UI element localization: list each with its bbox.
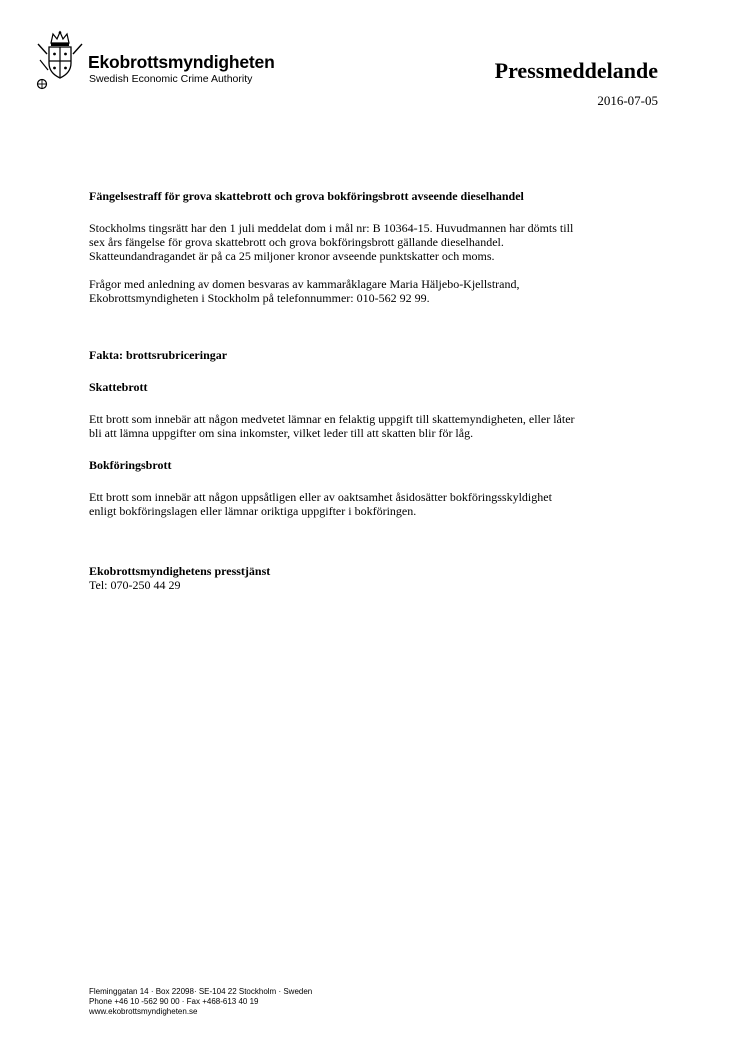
paragraph-2-line: Frågor med anledning av domen besvaras av kammaråklagare Maria Häljebo-Kjellstrand, <box>89 277 520 291</box>
paragraph-2-line: Ekobrottsmyndigheten i Stockholm på telefonnummer: 010-562 92 99. <box>89 291 430 305</box>
press-office-title: Ekobrottsmyndighetens presstjänst <box>89 564 271 578</box>
tax-crime-heading: Skattebrott <box>89 380 148 394</box>
bookkeeping-crime-heading: Bokföringsbrott <box>89 458 172 472</box>
facts-heading: Fakta: brottsrubriceringar <box>89 348 228 362</box>
logo-name: Ekobrottsmyndigheten <box>88 52 275 72</box>
tax-crime-line: Ett brott som innebär att någon medvetet lämnar en felaktig uppgift till skattemyndigheten, eller låter <box>89 412 575 426</box>
press-release-body <box>89 189 669 592</box>
tax-crime-line: bli att lämna uppgifter om sina inkomster, vilket leder till att skatten blir för låg. <box>89 426 474 440</box>
agency-logo <box>34 30 274 92</box>
document-date: 2016-07-05 <box>597 93 658 108</box>
bookkeeping-crime-line: enligt bokföringslagen eller lämnar oriktiga uppgifter i bokföringen. <box>89 504 417 518</box>
footer-address: Fleminggatan 14 · Box 22098· SE-104 22 Stockholm · Sweden <box>89 987 313 996</box>
paragraph-1-line: Stockholms tingsrätt har den 1 juli meddelat dom i mål nr: B 10364-15. Huvudmannen har dömts till <box>89 221 574 235</box>
bookkeeping-crime-line: Ett brott som innebär att någon uppsåtligen eller av oaktsamhet åsidosätter bokföringsskyldighet <box>89 490 552 504</box>
document-type-title: Pressmeddelande <box>494 58 658 83</box>
footer-phone-fax: Phone +46 10 -562 90 00 · Fax +468-613 40 19 <box>89 997 259 1006</box>
page-footer <box>89 987 312 1017</box>
coat-of-arms-icon <box>34 30 86 92</box>
headline: Fängelsestraff för grova skattebrott och grova bokföringsbrott avseende dieselhandel <box>89 189 524 203</box>
paragraph-1 <box>89 221 669 263</box>
paragraph-1-line: sex års fängelse för grova skattebrott och grova bokföringsbrott gällande dieselhandel. <box>89 235 504 249</box>
paragraph-2 <box>89 277 669 305</box>
tax-crime-text <box>89 412 669 440</box>
paragraph-1-line: Skatteundandragandet är på ca 25 miljoner kronor avseende punktskatter och moms. <box>89 249 495 263</box>
bookkeeping-crime-text <box>89 490 669 518</box>
press-office-phone: Tel: 070-250 44 29 <box>89 578 181 592</box>
footer-website: www.ekobrottsmyndigheten.se <box>89 1007 198 1016</box>
logo-subtitle: Swedish Economic Crime Authority <box>89 73 253 85</box>
